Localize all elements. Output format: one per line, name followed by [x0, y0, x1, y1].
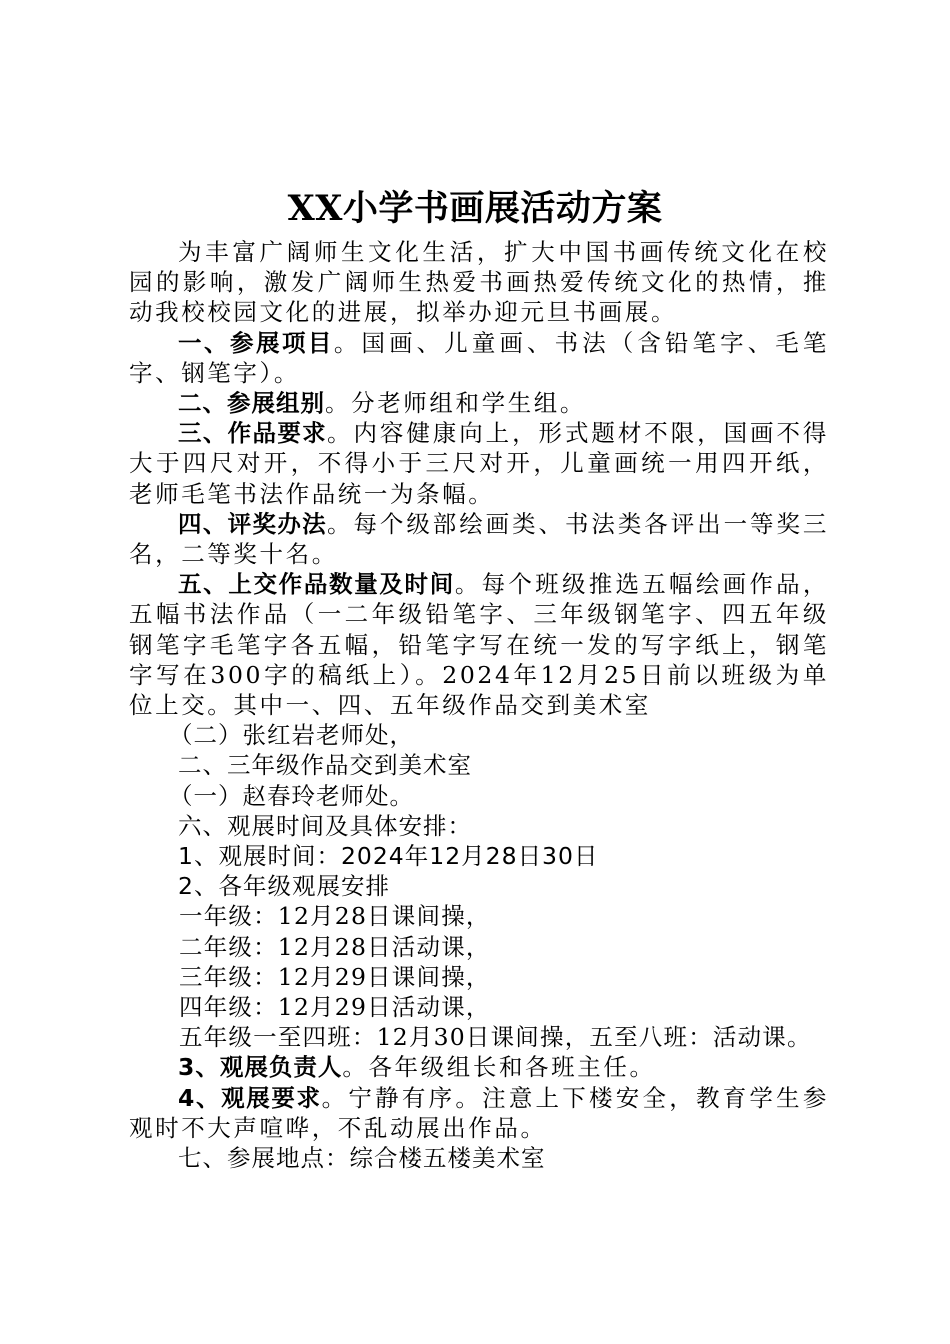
line-teacher-zhang: （二）张红岩老师处，	[169, 721, 414, 750]
tail-section-2-heading: 4、观展要求	[178, 1083, 322, 1112]
document-body	[129, 237, 829, 1173]
line-section-6: 六、观展时间及具体安排：	[178, 811, 472, 840]
grade-5-schedule: 五年级一至四班：12月30日课间操，五至八班：活动课。	[179, 1023, 812, 1052]
section-4-text: 。每个级部绘画类、书法类各评出一等奖三名，二等奖十名。	[129, 509, 830, 569]
section-2	[129, 388, 829, 418]
section-4	[129, 509, 829, 569]
line-grade-arrangement: 2、各年级观展安排	[178, 872, 390, 901]
intro-paragraph: 为丰富广阔师生文化生活，扩大中国书画传统文化在校园的影响，激发广阔师生热爱书画热爱传统文化的热情，推动我校校园文化的进展，拟举办迎元旦书画展。	[129, 238, 829, 327]
document-title: XX小学书画展活动方案	[287, 188, 663, 229]
section-5-text: 。每个班级推选五幅绘画作品，五幅书法作品（一二年级铅笔字、三年级钢笔字、四五年级钢笔字毛笔字各五幅，铅笔字写在统一发的写字纸上，钢笔字写在300字的稿纸上）。2024年12月25日前以班级为单位上交。其中一、四、五年级作品交到美术室	[129, 570, 830, 720]
tail-section-1-text: 。各年级组长和各班主任。	[342, 1053, 656, 1082]
section-4-heading: 四、评奖办法	[178, 509, 328, 538]
section-1-text: 。国画、儿童画、书法（含铅笔字、毛笔字、钢笔字）。	[129, 328, 829, 387]
section-2-heading: 二、参展组别	[178, 389, 325, 418]
line-teacher-zhao: （一）赵春玲老师处。	[169, 781, 414, 810]
grade-3-schedule: 三年级：12月29日课间操，	[179, 962, 491, 991]
tail-section-1	[129, 1052, 829, 1082]
grade-1-schedule: 一年级：12月28日课间操，	[179, 902, 491, 931]
section-1-heading: 一、参展项目	[178, 328, 334, 357]
line-viewing-time: 1、观展时间：2024年12月28日30日	[178, 842, 599, 871]
line-grade-2-3: 二、三年级作品交到美术室	[178, 751, 472, 780]
tail-section-2	[129, 1083, 829, 1143]
grade-4-schedule: 四年级：12月29日活动课，	[179, 993, 491, 1022]
section-1	[129, 328, 829, 388]
section-5-heading: 五、上交作品数量及时间	[178, 570, 455, 599]
tail-section-1-heading: 3、观展负责人	[178, 1053, 343, 1082]
section-5	[129, 569, 829, 720]
section-3-text: 。内容健康向上，形式题材不限，国画不得大于四尺对开，不得小于三尺对开，儿童画统一用四开纸，老师毛笔书法作品统一为条幅。	[129, 419, 830, 508]
grade-2-schedule: 二年级：12月28日活动课，	[179, 932, 491, 961]
line-section-7: 七、参展地点：综合楼五楼美术室	[178, 1144, 546, 1173]
section-3-heading: 三、作品要求	[178, 419, 328, 448]
section-2-text: 。分老师组和学生组。	[325, 389, 586, 418]
tail-section-2-text: 。宁静有序。注意上下楼安全，教育学生参观时不大声喧哗，不乱动展出作品。	[129, 1083, 829, 1142]
section-3	[129, 418, 829, 509]
